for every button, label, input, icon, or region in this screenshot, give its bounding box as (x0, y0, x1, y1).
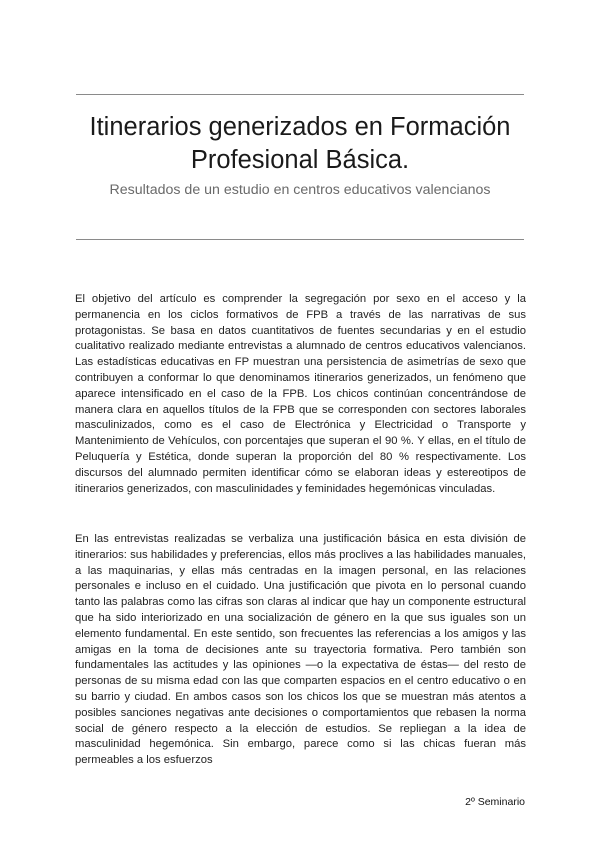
header-divider-top (76, 94, 524, 95)
document-title: Itinerarios generizados en Formación Profesional Básica. (89, 113, 511, 174)
body-paragraph: En las entrevistas realizadas se verbaliza una justificación básica en esta división de itinerarios: sus habilidades y preferencias, ellos más proclives a las habilidades manuales, a las maquinarias, y ellas más centradas en la imagen personal, en las relaciones personales e incluso en el cuidado. Una justificación que pivota en lo personal cuando tanto las palabras como las cifras son claras al indicar que hay un componente estructural que ha sido interiorizado en una socialización de género en la que sus iguales son un elemento fundamental. En este sentido, son frecuentes las referencias a los amigos y las amigas en la toma de decisiones ante su trayectoria formativa. Pero también son fundamentales las actitudes y las opiniones —o la expectativa de éstas— del resto de personas de su misma edad con las que comparten espacios en el centro educativo o en su barrio y ciudad. En ambos casos son los chicos los que se muestran más atentos a posibles sanciones negativas ante decisiones o comportamientos que rebasen la norma social de género respecto a la elección de estudios. Se repliegan a la idea de masculinidad hegemónica. Sin embargo, parece como si las chicas fueran más permeables a los esfuerzos (75, 533, 526, 767)
footer-seminar-label: 2º Seminario (465, 796, 525, 808)
abstract-paragraph: El objetivo del artículo es comprender la segregación por sexo en el acceso y la permanencia en los ciclos formativos de FPB a través de las narrativas de sus protagonistas. Se basa en datos cuantitativos de fuentes secundarias y en el estudio cualitativo realizado mediante entrevistas a alumnado de centros educativos valencianos. Las estadísticas educativas en FP muestran una persistencia de asimetrías de sexo que contribuyen a conformar lo que denominamos itinerarios generizados, un fenómeno que aparece intensificado en el caso de la FPB. Los chicos continúan concentrándose de manera clara en aquellos títulos de la FPB que se corresponden con sectores laborales masculinizados, como es el caso de Electrónica y Electricidad o Transporte y Mantenimiento de Vehículos, con porcentajes que superan el 90 %. Y ellas, en el título de Peluquería y Estética, donde superan la proporción del 80 % respectivamente. Los discursos del alumnado permiten identificar cómo se elaboran ideas y estereotipos de itinerarios generizados, con masculinidades y feminidades hegemónicas vinculadas. (75, 293, 526, 495)
document-subtitle: Resultados de un estudio en centros educativos valencianos (109, 182, 491, 198)
header-divider-bottom (76, 239, 524, 240)
